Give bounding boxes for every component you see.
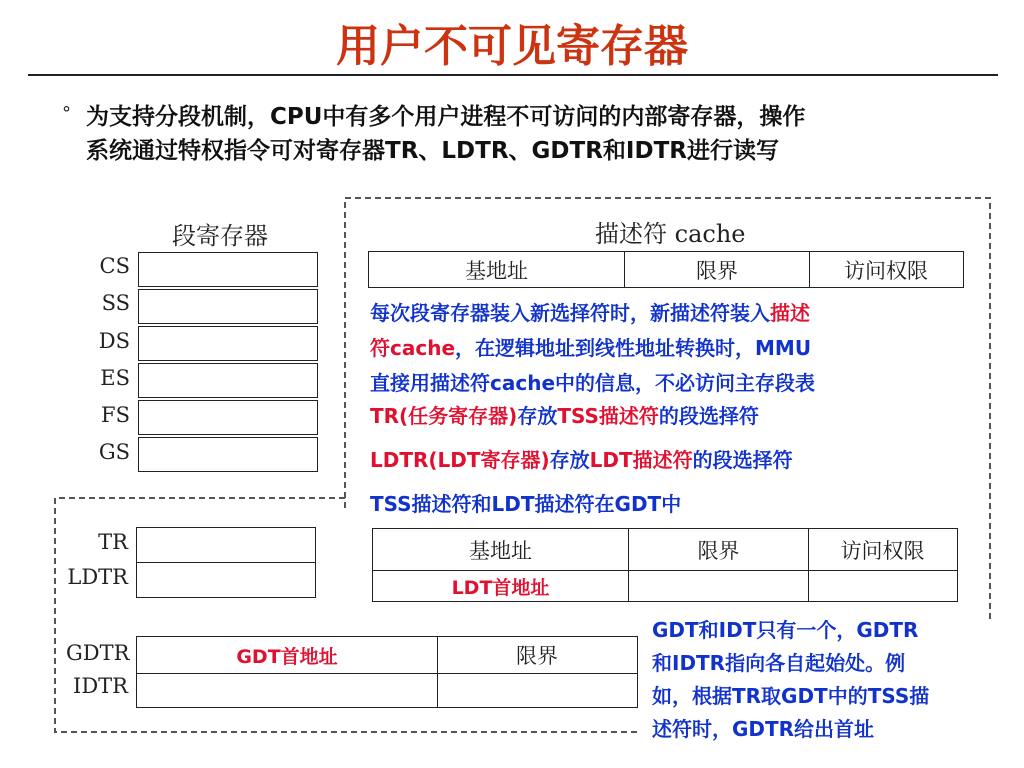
gdt-note-line-2: 和IDTR指向各自起始处。例 <box>652 651 906 675</box>
idt-base-value <box>137 674 437 707</box>
gdt-location-note: TSS描述符和LDT描述符在GDT中 <box>370 492 682 516</box>
note1-part-a: 每次段寄存器装入新选择符时，新描述符装入 <box>370 301 770 325</box>
note1-part-e: 直接用描述符cache中的信息，不必访问主存段表 <box>370 371 816 395</box>
gdtr-label: GDTR <box>66 641 130 665</box>
idt-limit-value <box>437 674 636 707</box>
idtr-label: IDTR <box>73 674 128 698</box>
seg-label-es: ES <box>100 366 130 390</box>
note2-part-c: TSS描述符 <box>557 404 659 428</box>
seg-box-es <box>138 363 318 398</box>
gdtr-idtr-table <box>136 636 638 708</box>
ldtr-label: LDTR <box>67 565 128 589</box>
note3-part-a: LDTR(LDT寄存器) <box>370 448 550 472</box>
note1-part-d: ，在逻辑地址到线性地址转换时，MMU <box>455 336 812 360</box>
note2-part-a: TR(任务寄存器) <box>370 404 518 428</box>
gdtr-row <box>137 637 637 674</box>
seg-box-ds <box>138 326 318 361</box>
seg-label-cs: CS <box>99 254 130 278</box>
ldt-limit-value <box>628 571 808 601</box>
seg-box-fs <box>138 400 318 435</box>
cache-col-access: 访问权限 <box>809 252 962 287</box>
note3-part-c: LDT描述符 <box>589 448 693 472</box>
page-title: 用户不可见寄存器 <box>336 21 688 72</box>
ldt-col-limit: 限界 <box>628 529 808 570</box>
cache-note <box>370 296 970 401</box>
note3-part-d: 的段选择符 <box>692 448 793 472</box>
tr-note <box>370 400 759 429</box>
segment-registers-heading: 段寄存器 <box>172 222 268 250</box>
descriptor-cache-row <box>368 251 964 288</box>
gdt-note-line-1: GDT和IDT只有一个，GDTR <box>652 618 919 642</box>
ldtr-box <box>136 562 316 598</box>
idtr-row <box>137 674 637 707</box>
seg-box-ss <box>138 289 318 324</box>
gdt-base-value: GDT首地址 <box>236 645 338 668</box>
bullet-marker: ° <box>62 103 71 124</box>
ldt-access-value <box>808 571 956 601</box>
descriptor-cache-heading: 描述符 cache <box>595 220 746 248</box>
tr-label: TR <box>98 530 128 554</box>
seg-label-ds: DS <box>98 329 130 353</box>
ldt-col-access: 访问权限 <box>808 529 956 570</box>
ldt-base-value: LDT首地址 <box>451 576 550 599</box>
gdt-note-line-4: 述符时，GDTR给出首址 <box>652 717 875 741</box>
seg-label-ss: SS <box>101 291 130 315</box>
ldt-header-row <box>373 529 957 571</box>
seg-label-fs: FS <box>101 403 130 427</box>
note3-part-b: 存放 <box>549 448 590 472</box>
gdt-limit-value: 限界 <box>437 637 636 673</box>
note1-part-c: 符cache <box>370 336 456 360</box>
gdt-idt-note <box>652 614 1022 746</box>
note1-part-b: 描述 <box>770 301 810 325</box>
seg-label-gs: GS <box>98 440 130 464</box>
bullet-line-2: 系统通过特权指令可对寄存器TR、LDTR、GDTR和IDTR进行读写 <box>86 138 779 164</box>
note2-part-b: 存放 <box>517 404 558 428</box>
bullet-line-1: 为支持分段机制，CPU中有多个用户进程不可访问的内部寄存器，操作 <box>86 104 806 130</box>
cache-col-base: 基地址 <box>465 258 528 283</box>
cache-col-limit: 限界 <box>624 252 809 287</box>
ldt-col-base: 基地址 <box>469 538 532 563</box>
note2-part-d: 的段选择符 <box>658 404 759 428</box>
gdt-note-line-3: 如，根据TR取GDT中的TSS描 <box>652 684 930 708</box>
ldt-descriptor-table <box>372 528 958 602</box>
ldtr-note <box>370 444 793 473</box>
seg-box-gs <box>138 437 318 472</box>
ldt-value-row <box>373 571 957 601</box>
tr-box <box>136 527 316 563</box>
seg-box-cs <box>138 252 318 287</box>
